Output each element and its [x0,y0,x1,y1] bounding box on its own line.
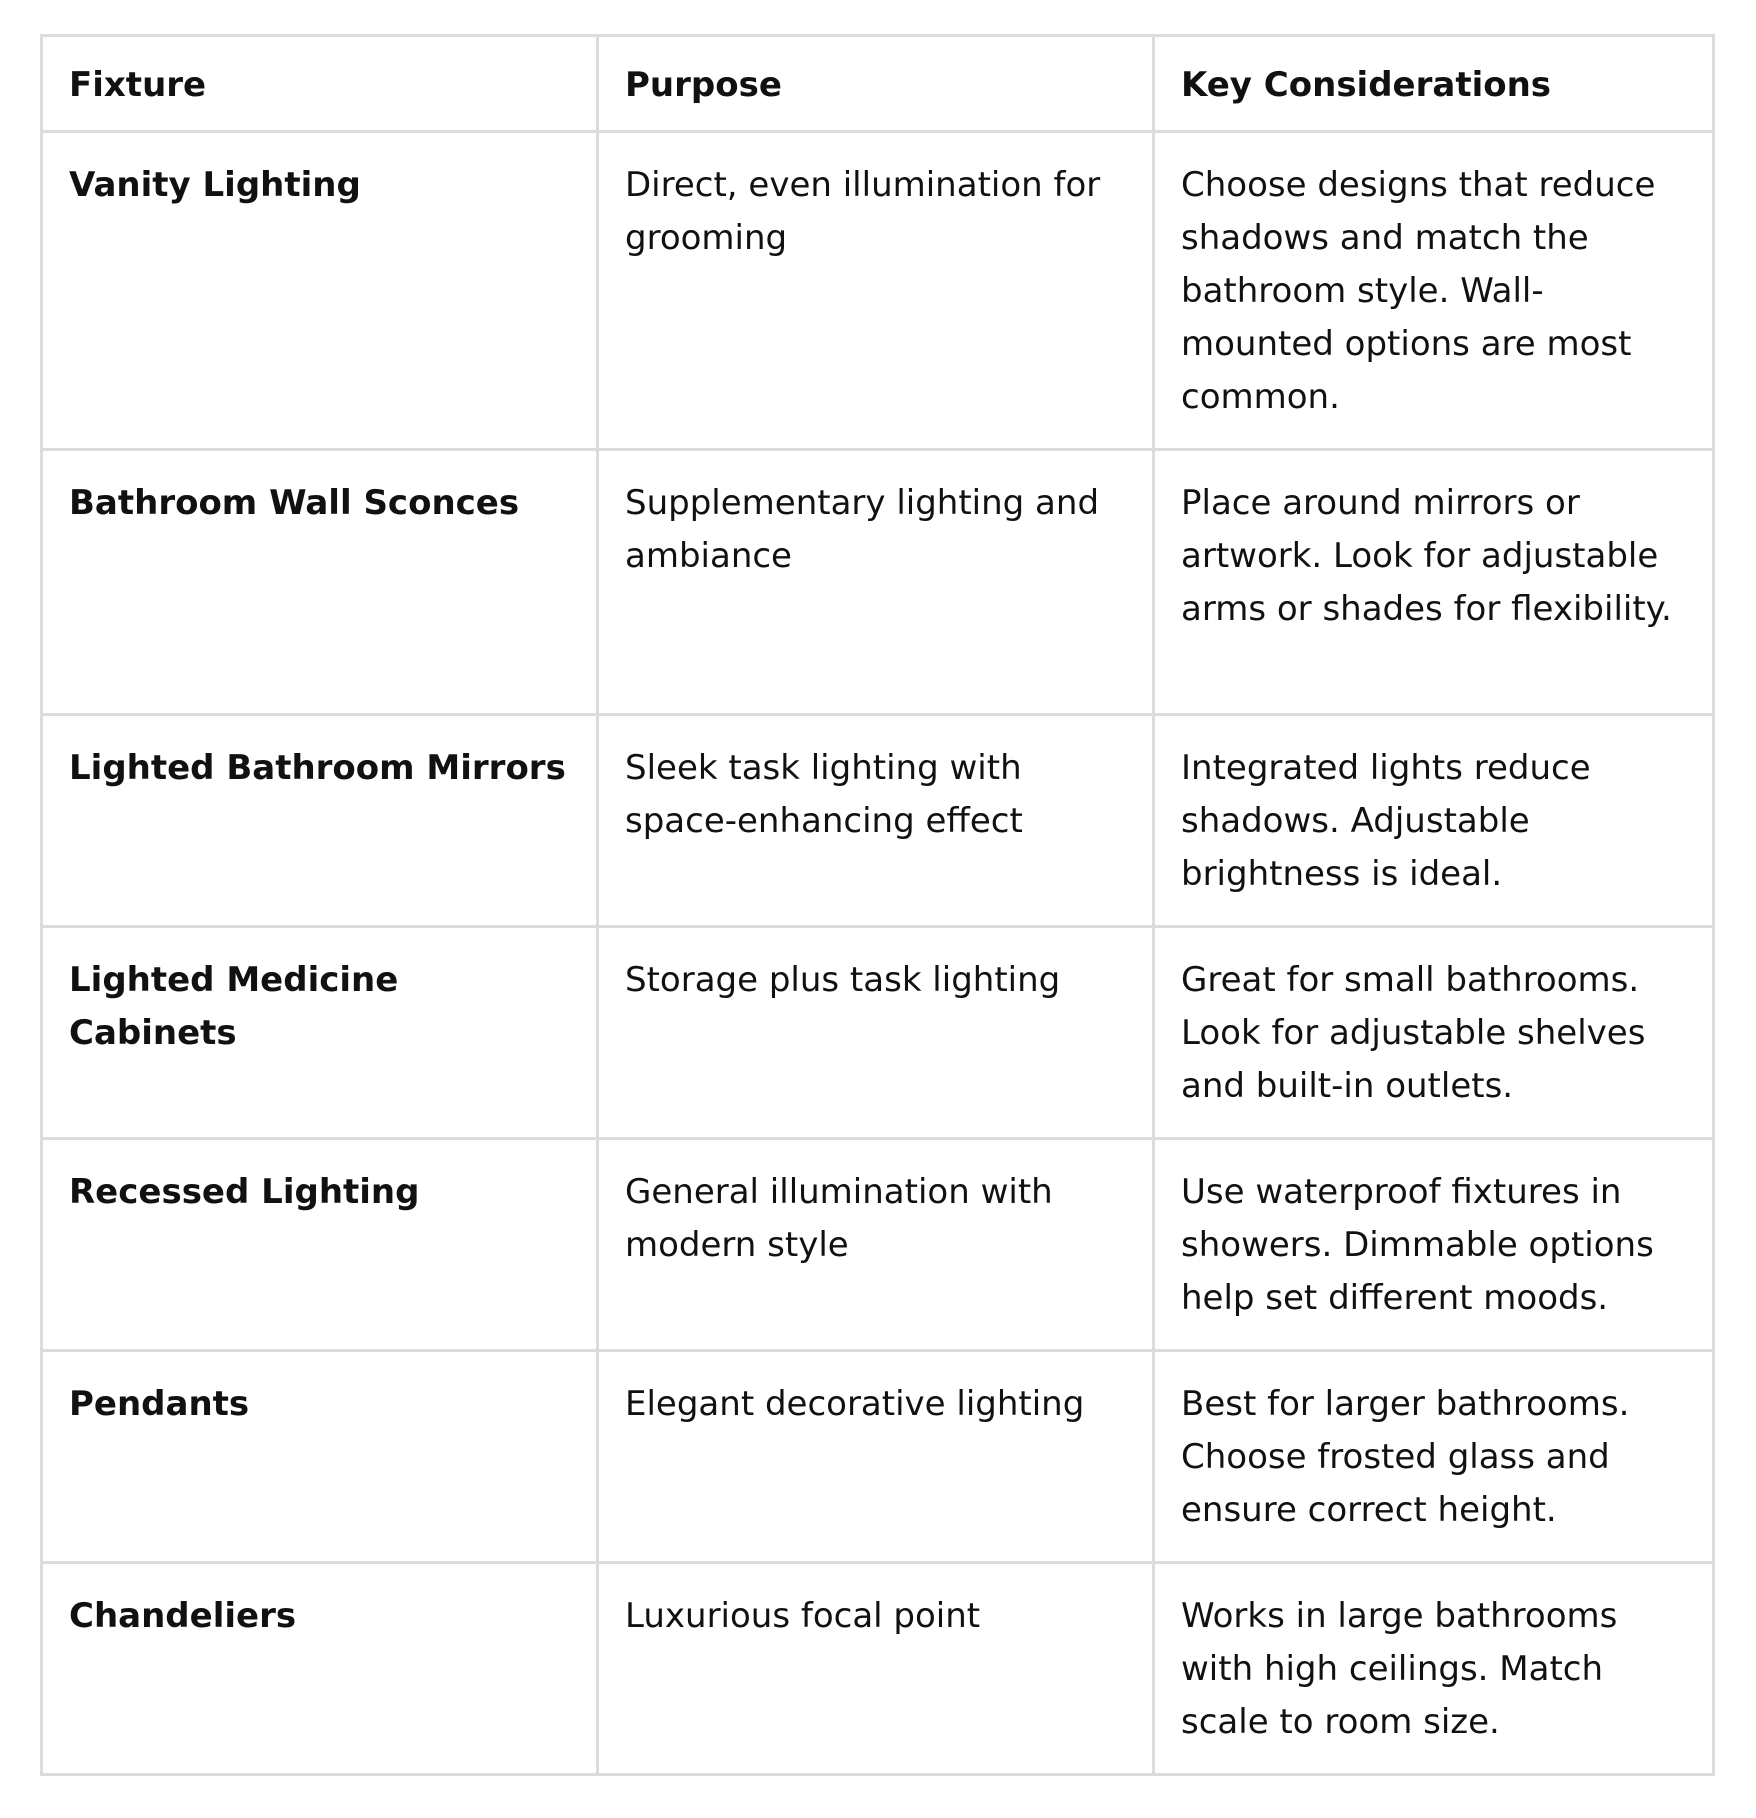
lighting-fixtures-table [40,34,1715,1776]
purpose-cell: Luxurious focal point [598,1563,1154,1775]
considerations-cell: Works in large bathrooms with high ceilings. Match scale to room size. [1154,1563,1714,1775]
considerations-cell: Integrated lights reduce shadows. Adjustable brightness is ideal. [1154,715,1714,927]
header-fixture: Fixture [42,36,598,132]
fixture-cell: Recessed Lighting [42,1139,598,1351]
purpose-cell: Storage plus task lighting [598,927,1154,1139]
table-row [42,715,1714,927]
fixture-cell: Pendants [42,1351,598,1563]
considerations-cell: Place around mirrors or artwork. Look for adjustable arms or shades for flexibility. [1154,450,1714,715]
considerations-cell: Use waterproof fixtures in showers. Dimmable options help set different moods. [1154,1139,1714,1351]
lighting-fixtures-table-container [40,34,1715,1776]
fixture-cell: Vanity Lighting [42,132,598,450]
fixture-cell: Lighted Medicine Cabinets [42,927,598,1139]
header-key-considerations: Key Considerations [1154,36,1714,132]
fixture-cell: Bathroom Wall Sconces [42,450,598,715]
purpose-cell: General illumination with modern style [598,1139,1154,1351]
header-row [42,36,1714,132]
table-row [42,1563,1714,1775]
table-row [42,927,1714,1139]
purpose-cell: Direct, even illumination for grooming [598,132,1154,450]
purpose-cell: Supplementary lighting and ambiance [598,450,1154,715]
table-header [42,36,1714,132]
table-body [42,132,1714,1775]
table-row [42,450,1714,715]
considerations-cell: Choose designs that reduce shadows and match the bathroom style. Wall-mounted options are most common. [1154,132,1714,450]
table-row [42,1351,1714,1563]
considerations-cell: Great for small bathrooms. Look for adjustable shelves and built-in outlets. [1154,927,1714,1139]
table-row [42,1139,1714,1351]
purpose-cell: Elegant decorative lighting [598,1351,1154,1563]
fixture-cell: Chandeliers [42,1563,598,1775]
purpose-cell: Sleek task lighting with space-enhancing effect [598,715,1154,927]
header-purpose: Purpose [598,36,1154,132]
fixture-cell: Lighted Bathroom Mirrors [42,715,598,927]
table-row [42,132,1714,450]
considerations-cell: Best for larger bathrooms. Choose frosted glass and ensure correct height. [1154,1351,1714,1563]
